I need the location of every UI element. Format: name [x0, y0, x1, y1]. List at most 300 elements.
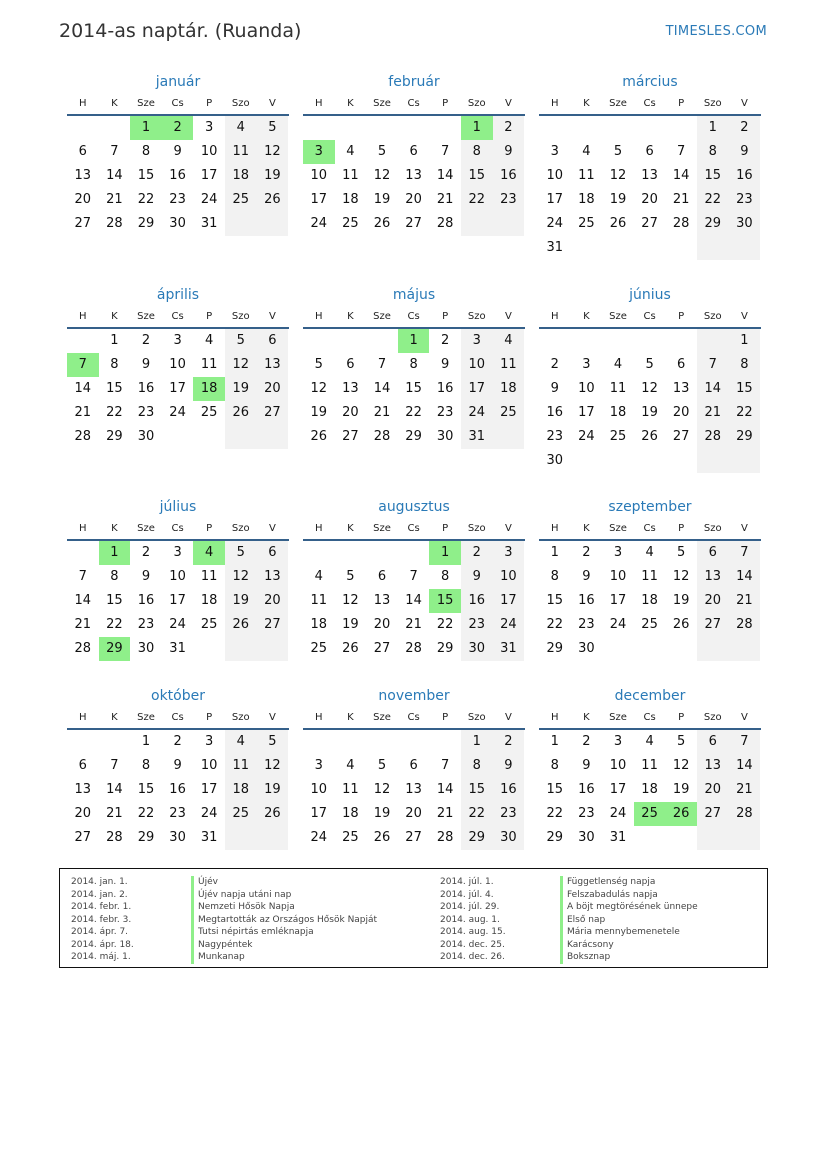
day-cell: 22 [436, 617, 454, 632]
weekday-label: V [268, 311, 276, 322]
day-cell: 15 [697, 164, 729, 188]
day-cell: 19 [373, 806, 391, 821]
day-cell: 11 [342, 168, 359, 183]
day-cell: 12 [672, 569, 690, 584]
day-cell: 19 [257, 778, 289, 802]
day-cell: 23 [493, 188, 525, 212]
empty-cell [67, 730, 99, 754]
day-cell: 2 [461, 541, 493, 565]
day-cell: 22 [461, 802, 493, 826]
day-cell: 21 [729, 778, 761, 802]
day-cell: 6 [697, 730, 729, 754]
month-name: december [614, 688, 686, 704]
weekday-label: Sze [373, 523, 391, 534]
day-cell: 30 [493, 826, 525, 850]
day-cell: 12 [373, 168, 391, 183]
day-grid [303, 541, 525, 661]
day-cell: 31 [200, 830, 218, 845]
day-grid [67, 116, 289, 236]
weekday-header [303, 518, 525, 541]
day-cell: 18 [200, 593, 218, 608]
empty-cell [697, 329, 729, 353]
day-cell: 27 [641, 216, 658, 231]
day-cell: 29 [461, 826, 493, 850]
day-cell: 3 [314, 758, 323, 773]
day-cell: 20 [672, 405, 690, 420]
day-cell: 26 [310, 429, 328, 444]
day-cell: 26 [225, 401, 257, 425]
day-cell: 1 [130, 116, 162, 140]
empty-cell [257, 425, 289, 449]
day-cell: 27 [74, 830, 92, 845]
day-cell: 17 [200, 782, 218, 797]
month-name: március [622, 74, 678, 90]
weekday-label: Szo [703, 311, 722, 322]
weekday-label: Cs [643, 311, 656, 322]
day-cell: 22 [697, 188, 729, 212]
day-cell: 18 [225, 164, 257, 188]
day-cell: 19 [609, 192, 627, 207]
empty-cell [634, 826, 666, 850]
day-cell: 29 [405, 429, 422, 444]
weekday-label: Cs [407, 311, 420, 322]
weekday-label: Szo [467, 311, 486, 322]
day-cell: 25 [634, 802, 666, 826]
day-cell: 12 [257, 140, 289, 164]
holiday-name: Első nap [560, 914, 698, 927]
empty-cell [398, 541, 430, 565]
site-link[interactable]: TIMESLES.COM [665, 24, 767, 39]
day-cell: 23 [137, 405, 155, 420]
day-cell: 30 [461, 637, 493, 661]
day-cell: 1 [697, 116, 729, 140]
day-cell: 11 [310, 593, 328, 608]
day-cell: 4 [613, 357, 623, 372]
holiday-date: 2014. júl. 1. [440, 877, 494, 887]
day-cell: 12 [672, 758, 690, 773]
day-cell: 5 [257, 116, 289, 140]
holiday-name: Nemzeti Hősök Napja [191, 901, 377, 914]
empty-cell [257, 826, 289, 850]
day-cell: 7 [409, 569, 418, 584]
weekday-label: H [79, 523, 87, 534]
weekday-label: Szo [467, 523, 486, 534]
day-cell: 31 [609, 830, 627, 845]
day-cell: 12 [373, 782, 391, 797]
empty-cell [493, 425, 525, 449]
weekday-label: K [347, 712, 354, 723]
day-cell: 29 [546, 830, 564, 845]
day-cell: 27 [672, 429, 690, 444]
day-cell: 26 [225, 613, 257, 637]
day-cell: 6 [377, 569, 387, 584]
day-cell: 23 [461, 613, 493, 637]
day-cell: 30 [578, 641, 595, 656]
day-cell: 15 [137, 168, 155, 183]
day-cell: 5 [613, 144, 623, 159]
weekday-label: V [268, 712, 276, 723]
holiday-date: 2014. febr. 1. [71, 902, 132, 912]
day-grid [67, 730, 289, 850]
day-cell: 23 [493, 802, 525, 826]
day-cell: 2 [441, 333, 450, 348]
day-cell: 29 [137, 216, 155, 231]
weekday-label: Sze [609, 712, 627, 723]
month-name: szeptember [608, 499, 692, 515]
holiday-date: 2014. jan. 2. [71, 889, 128, 900]
day-cell: 29 [436, 641, 454, 656]
day-grid [539, 541, 761, 661]
day-cell: 24 [546, 216, 564, 231]
empty-cell [697, 637, 729, 661]
day-cell: 15 [461, 164, 493, 188]
weekday-label: H [315, 311, 323, 322]
day-cell: 20 [257, 377, 289, 401]
holiday-name: Munkanap [191, 951, 377, 964]
weekday-label: Szo [467, 98, 486, 109]
day-cell: 7 [441, 144, 450, 159]
day-cell: 24 [310, 830, 328, 845]
month-december [539, 685, 761, 850]
empty-cell [571, 449, 603, 473]
empty-cell [665, 637, 697, 661]
day-cell: 27 [697, 802, 729, 826]
empty-cell [257, 212, 289, 236]
weekday-label: K [583, 311, 590, 322]
weekday-label: Cs [171, 98, 184, 109]
day-cell: 19 [342, 617, 359, 632]
month-name: július [159, 499, 197, 515]
day-cell: 11 [200, 357, 218, 372]
day-cell: 14 [106, 782, 123, 797]
empty-cell [303, 730, 335, 754]
holiday-date: 2014. júl. 29. [440, 902, 500, 912]
weekday-label: Cs [171, 712, 184, 723]
day-cell: 23 [578, 806, 595, 821]
day-cell: 25 [641, 617, 658, 632]
day-cell: 18 [193, 377, 225, 401]
day-cell: 23 [137, 617, 155, 632]
day-cell: 28 [436, 216, 454, 231]
day-cell: 11 [641, 569, 658, 584]
weekday-label: H [551, 311, 559, 322]
day-cell: 4 [193, 541, 225, 565]
weekday-label: P [442, 311, 449, 322]
day-grid [539, 116, 761, 260]
day-cell: 9 [173, 758, 182, 773]
empty-cell [602, 236, 634, 260]
day-cell: 11 [342, 782, 359, 797]
day-cell: 1 [429, 541, 461, 565]
day-cell: 10 [200, 144, 218, 159]
day-cell: 27 [405, 830, 422, 845]
day-cell: 7 [78, 569, 87, 584]
day-cell: 15 [546, 593, 564, 608]
empty-cell [602, 329, 634, 353]
day-cell: 8 [461, 140, 493, 164]
day-cell: 27 [74, 216, 92, 231]
day-cell: 1 [461, 116, 493, 140]
day-cell: 6 [78, 144, 87, 159]
day-cell: 5 [257, 730, 289, 754]
day-cell: 2 [582, 545, 591, 560]
day-cell: 14 [672, 168, 690, 183]
day-cell: 24 [200, 192, 218, 207]
day-cell: 26 [665, 802, 697, 826]
day-cell: 3 [173, 545, 182, 560]
day-cell: 7 [110, 758, 119, 773]
day-cell: 24 [609, 617, 627, 632]
day-cell: 5 [377, 144, 387, 159]
empty-cell [602, 449, 634, 473]
empty-cell [99, 116, 131, 140]
weekday-label: Szo [703, 712, 722, 723]
day-cell: 24 [310, 216, 328, 231]
day-cell: 8 [409, 357, 418, 372]
day-cell: 14 [729, 754, 761, 778]
day-cell: 30 [546, 453, 564, 468]
day-cell: 18 [342, 806, 359, 821]
day-cell: 2 [173, 734, 182, 749]
day-cell: 6 [697, 541, 729, 565]
day-cell: 4 [225, 730, 257, 754]
weekday-label: Sze [373, 98, 391, 109]
day-cell: 13 [405, 168, 422, 183]
day-cell: 8 [729, 353, 761, 377]
day-cell: 11 [493, 353, 525, 377]
day-grid [67, 541, 289, 661]
weekday-label: Sze [137, 311, 155, 322]
day-cell: 4 [346, 758, 355, 773]
day-cell: 18 [493, 377, 525, 401]
day-cell: 21 [436, 806, 454, 821]
day-cell: 17 [461, 377, 493, 401]
day-cell: 8 [141, 758, 151, 773]
day-cell: 6 [409, 144, 418, 159]
weekday-label: H [315, 712, 323, 723]
day-cell: 22 [546, 806, 564, 821]
weekday-label: Sze [609, 311, 627, 322]
day-cell: 13 [74, 782, 92, 797]
day-cell: 14 [405, 593, 422, 608]
day-cell: 31 [546, 240, 564, 255]
day-cell: 8 [461, 754, 493, 778]
weekday-label: P [678, 712, 685, 723]
day-cell: 19 [225, 589, 257, 613]
day-cell: 17 [546, 192, 564, 207]
weekday-label: V [740, 311, 748, 322]
day-cell: 13 [697, 565, 729, 589]
day-cell: 25 [225, 802, 257, 826]
day-cell: 2 [162, 116, 194, 140]
day-cell: 13 [405, 782, 422, 797]
weekday-label: Szo [231, 523, 250, 534]
day-cell: 24 [578, 429, 595, 444]
empty-cell [225, 425, 257, 449]
day-cell: 14 [729, 565, 761, 589]
weekday-label: K [583, 98, 590, 109]
day-cell: 24 [169, 405, 186, 420]
day-cell: 22 [461, 188, 493, 212]
weekday-label: H [551, 523, 559, 534]
day-cell: 4 [645, 734, 654, 749]
day-cell: 21 [106, 192, 123, 207]
month-november [303, 685, 525, 850]
day-cell: 16 [493, 778, 525, 802]
day-cell: 15 [106, 593, 123, 608]
day-cell: 21 [405, 617, 422, 632]
weekday-label: K [347, 523, 354, 534]
day-cell: 23 [578, 617, 595, 632]
day-cell: 26 [342, 641, 359, 656]
month-szeptember [539, 496, 761, 661]
month-május [303, 284, 525, 449]
day-cell: 10 [578, 381, 595, 396]
holiday-name: Felszabadulás napja [560, 889, 698, 902]
day-cell: 17 [493, 589, 525, 613]
day-cell: 9 [493, 754, 525, 778]
holiday-name: Nagypéntek [191, 939, 377, 952]
weekday-header [303, 93, 525, 116]
day-cell: 6 [257, 329, 289, 353]
day-cell: 25 [493, 401, 525, 425]
day-cell: 29 [697, 212, 729, 236]
weekday-header [67, 518, 289, 541]
empty-cell [729, 449, 761, 473]
day-cell: 17 [169, 381, 186, 396]
empty-cell [602, 116, 634, 140]
day-cell: 20 [373, 617, 391, 632]
day-cell: 12 [225, 353, 257, 377]
empty-cell [366, 730, 398, 754]
empty-cell [99, 730, 131, 754]
weekday-label: Sze [609, 98, 627, 109]
month-október [67, 685, 289, 850]
month-január [67, 71, 289, 236]
day-cell: 17 [310, 806, 328, 821]
day-cell: 15 [137, 782, 155, 797]
weekday-label: H [79, 98, 87, 109]
day-cell: 21 [106, 806, 123, 821]
weekday-label: P [206, 712, 213, 723]
day-cell: 16 [578, 593, 595, 608]
day-cell: 28 [106, 216, 123, 231]
day-cell: 7 [67, 353, 99, 377]
day-cell: 1 [141, 734, 151, 749]
empty-cell [225, 637, 257, 661]
day-cell: 15 [461, 778, 493, 802]
day-cell: 19 [310, 405, 328, 420]
holiday-date: 2014. febr. 3. [71, 914, 132, 925]
day-cell: 6 [645, 144, 654, 159]
empty-cell [634, 236, 666, 260]
day-cell: 20 [74, 192, 92, 207]
day-cell: 11 [225, 754, 257, 778]
day-cell: 30 [436, 429, 454, 444]
day-cell: 13 [74, 168, 92, 183]
day-cell: 3 [613, 734, 623, 749]
day-cell: 5 [377, 758, 387, 773]
day-cell: 9 [173, 144, 182, 159]
day-cell: 9 [141, 357, 151, 372]
day-cell: 19 [641, 405, 658, 420]
day-cell: 30 [169, 216, 186, 231]
empty-cell [493, 212, 525, 236]
day-cell: 14 [74, 381, 92, 396]
day-cell: 28 [697, 425, 729, 449]
day-cell: 12 [225, 565, 257, 589]
empty-cell [335, 730, 367, 754]
day-cell: 10 [169, 569, 186, 584]
month-name: január [155, 74, 201, 90]
weekday-label: V [504, 311, 512, 322]
empty-cell [257, 637, 289, 661]
day-cell: 11 [578, 168, 595, 183]
day-cell: 13 [257, 353, 289, 377]
empty-cell [303, 329, 335, 353]
day-cell: 21 [373, 405, 391, 420]
day-cell: 16 [436, 381, 454, 396]
day-cell: 29 [99, 637, 131, 661]
day-cell: 22 [137, 806, 155, 821]
weekday-label: H [551, 98, 559, 109]
day-cell: 2 [141, 333, 151, 348]
weekday-label: Sze [137, 523, 155, 534]
day-cell: 22 [137, 192, 155, 207]
day-cell: 24 [493, 613, 525, 637]
day-cell: 21 [74, 405, 92, 420]
empty-cell [67, 116, 99, 140]
day-cell: 23 [169, 806, 186, 821]
day-cell: 5 [225, 329, 257, 353]
day-cell: 26 [609, 216, 627, 231]
day-cell: 20 [257, 589, 289, 613]
empty-cell [162, 425, 194, 449]
weekday-label: P [678, 523, 685, 534]
day-cell: 6 [78, 758, 87, 773]
day-cell: 6 [677, 357, 686, 372]
day-cell: 18 [609, 405, 627, 420]
month-name: február [388, 74, 440, 90]
day-cell: 13 [672, 381, 690, 396]
day-cell: 12 [257, 754, 289, 778]
month-március [539, 71, 761, 260]
day-cell: 31 [461, 425, 493, 449]
day-cell: 5 [677, 734, 686, 749]
day-cell: 9 [582, 758, 591, 773]
day-cell: 25 [578, 216, 595, 231]
day-cell: 2 [493, 116, 525, 140]
day-cell: 9 [441, 357, 450, 372]
day-cell: 17 [169, 593, 186, 608]
day-cell: 7 [677, 144, 686, 159]
day-cell: 4 [314, 569, 323, 584]
weekday-label: P [442, 98, 449, 109]
day-cell: 7 [110, 144, 119, 159]
day-cell: 15 [106, 381, 123, 396]
day-cell: 25 [200, 405, 218, 420]
day-cell: 10 [310, 782, 328, 797]
weekday-label: Szo [231, 98, 250, 109]
empty-cell [665, 116, 697, 140]
day-cell: 9 [493, 140, 525, 164]
day-cell: 4 [205, 333, 214, 348]
day-cell: 8 [110, 357, 119, 372]
day-cell: 5 [346, 569, 355, 584]
month-július [67, 496, 289, 661]
weekday-label: V [504, 98, 512, 109]
day-cell: 30 [578, 830, 595, 845]
